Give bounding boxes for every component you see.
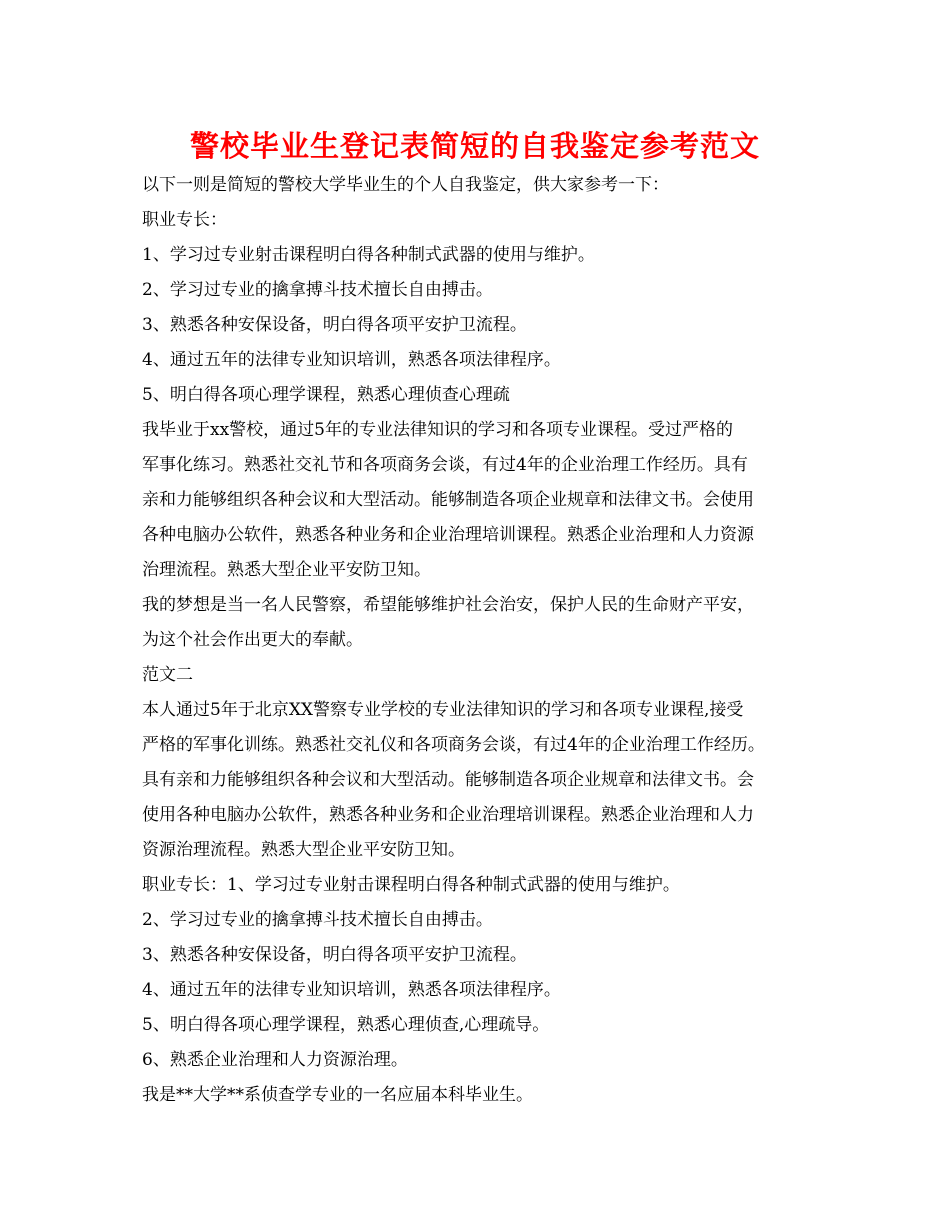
document-body	[142, 168, 826, 1113]
list-item: 1、学习过专业射击课程明白得各种制式武器的使用与维护。	[142, 245, 595, 265]
paragraph-line: 各种电脑办公软件，熟悉各种业务和企业治理培训课程。熟悉企业治理和人力资源	[142, 525, 754, 545]
list-item: 3、熟悉各种安保设备，明白得各项平安护卫流程。	[142, 315, 527, 335]
section-heading-specialty: 职业专长：	[142, 210, 227, 230]
closing-line: 我是**大学**系侦查学专业的一名应届本科毕业生。	[142, 1085, 533, 1105]
paragraph-line: 军事化练习。熟悉社交礼节和各项商务会谈，有过4年的企业治理工作经历。具有	[142, 455, 748, 475]
paragraph-line: 为这个社会作出更大的奉献。	[142, 630, 363, 650]
list-item: 3、熟悉各种安保设备，明白得各项平安护卫流程。	[142, 945, 527, 965]
list-item: 2、学习过专业的擒拿搏斗技术擅长自由搏击。	[142, 910, 493, 930]
paragraph-line: 我的梦想是当一名人民警察，希望能够维护社会治安，保护人民的生命财产平安，	[142, 595, 754, 615]
paragraph-line: 资源治理流程。熟悉大型企业平安防卫知。	[142, 840, 465, 860]
document-title: 警校毕业生登记表简短的自我鉴定参考范文	[189, 129, 760, 163]
paragraph-line: 使用各种电脑办公软件，熟悉各种业务和企业治理培训课程。熟悉企业治理和人力	[142, 805, 754, 825]
paragraph-line: 严格的军事化训练。熟悉社交礼仪和各项商务会谈，有过4年的企业治理工作经历。	[142, 735, 765, 755]
list-item: 5、明白得各项心理学课程，熟悉心理侦查,心理疏导。	[142, 1015, 550, 1035]
paragraph-line: 我毕业于xx警校，通过5年的专业法律知识的学习和各项专业课程。受过严格的	[142, 420, 733, 440]
paragraph-sample-two	[142, 693, 826, 868]
list-item: 4、通过五年的法律专业知识培训，熟悉各项法律程序。	[142, 350, 561, 370]
paragraph-dream	[142, 588, 826, 658]
list-item: 2、学习过专业的擒拿搏斗技术擅长自由搏击。	[142, 280, 493, 300]
paragraph-line: 具有亲和力能够组织各种会议和大型活动。能够制造各项企业规章和法律文书。会	[142, 770, 754, 790]
paragraph-graduation	[142, 413, 826, 588]
paragraph-line: 治理流程。熟悉大型企业平安防卫知。	[142, 560, 431, 580]
paragraph-line: 亲和力能够组织各种会议和大型活动。能够制造各项企业规章和法律文书。会使用	[142, 490, 754, 510]
list-item: 5、明白得各项心理学课程，熟悉心理侦查心理疏	[142, 385, 510, 405]
section-label-sample-two: 范文二	[142, 665, 193, 685]
paragraph-line: 本人通过5年于北京XX警察专业学校的专业法律知识的学习和各项专业课程,接受	[142, 700, 744, 720]
list-item: 职业专长：1、学习过专业射击课程明白得各种制式武器的使用与维护。	[142, 875, 680, 895]
intro-line: 以下一则是简短的警校大学毕业生的个人自我鉴定，供大家参考一下：	[142, 175, 669, 195]
list-item: 4、通过五年的法律专业知识培训，熟悉各项法律程序。	[142, 980, 561, 1000]
list-item: 6、熟悉企业治理和人力资源治理。	[142, 1050, 408, 1070]
